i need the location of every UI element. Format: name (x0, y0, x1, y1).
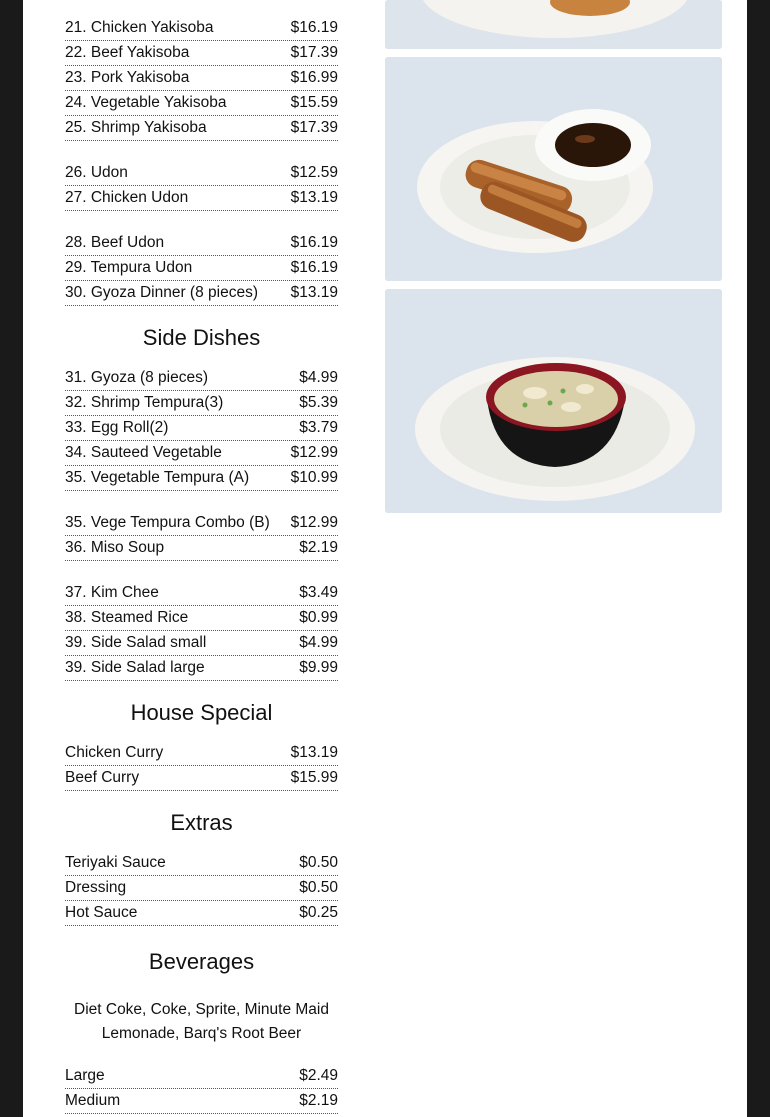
item-name: 36. Miso Soup (65, 539, 165, 556)
item-price: $3.49 (299, 584, 338, 601)
item-price: $13.19 (290, 284, 338, 301)
item-name: 22. Beef Yakisoba (65, 44, 190, 61)
item-price: $15.59 (290, 94, 338, 111)
item-name: 26. Udon (65, 164, 128, 181)
item-name: Teriyaki Sauce (65, 854, 166, 871)
item-price: $10.99 (290, 469, 338, 486)
menu-item (65, 91, 338, 116)
menu-item (65, 631, 338, 656)
item-name: 27. Chicken Udon (65, 189, 189, 206)
item-price: $0.99 (299, 609, 338, 626)
item-name: Medium (65, 1092, 121, 1109)
item-price: $9.99 (299, 659, 338, 676)
item-name: 32. Shrimp Tempura(3) (65, 394, 224, 411)
item-name: 25. Shrimp Yakisoba (65, 119, 207, 136)
item-name: Hot Sauce (65, 904, 138, 921)
item-name: 35. Vegetable Tempura (A) (65, 469, 250, 486)
side-dishes-section (65, 310, 338, 681)
menu-item (65, 766, 338, 791)
item-name: Large (65, 1067, 105, 1084)
item-name: 34. Sauteed Vegetable (65, 444, 222, 461)
item-price: $12.59 (290, 164, 338, 181)
food-photo-egg-rolls (385, 57, 722, 281)
menu-item (65, 901, 338, 926)
menu-item (65, 1089, 338, 1114)
menu-item (65, 366, 338, 391)
menu-item (65, 256, 338, 281)
item-price: $15.99 (290, 769, 338, 786)
menu-item (65, 186, 338, 211)
menu-item (65, 536, 338, 561)
section-heading: Extras (170, 810, 233, 835)
menu-item (65, 161, 338, 186)
item-name: 30. Gyoza Dinner (8 pieces) (65, 284, 258, 301)
item-name: Beef Curry (65, 769, 140, 786)
item-price: $2.19 (299, 1092, 338, 1109)
item-name: 39. Side Salad large (65, 659, 205, 676)
item-price: $3.79 (299, 419, 338, 436)
item-name: 33. Egg Roll(2) (65, 419, 169, 436)
menu-item (65, 511, 338, 536)
item-name: 35. Vege Tempura Combo (B) (65, 514, 270, 531)
section-heading: House Special (130, 700, 273, 725)
item-price: $4.99 (299, 634, 338, 651)
menu-item (65, 1064, 338, 1089)
menu-column (65, 16, 338, 1114)
item-price: $4.99 (299, 369, 338, 386)
item-name: Dressing (65, 879, 127, 896)
item-name: 39. Side Salad small (65, 634, 207, 651)
item-name: 21. Chicken Yakisoba (65, 19, 214, 36)
food-photo-miso-soup (385, 289, 722, 513)
item-name: 24. Vegetable Yakisoba (65, 94, 227, 111)
item-name: 38. Steamed Rice (65, 609, 189, 626)
menu-item (65, 656, 338, 681)
menu-item (65, 851, 338, 876)
item-price: $2.19 (299, 539, 338, 556)
item-price: $5.39 (299, 394, 338, 411)
menu-item (65, 441, 338, 466)
item-price: $0.50 (299, 879, 338, 896)
item-price: $13.19 (290, 189, 338, 206)
extras-section (65, 795, 338, 926)
item-price: $0.50 (299, 854, 338, 871)
item-name: 23. Pork Yakisoba (65, 69, 190, 86)
menu-item (65, 66, 338, 91)
item-name: 31. Gyoza (8 pieces) (65, 369, 209, 386)
item-price: $17.39 (290, 44, 338, 61)
item-name: 28. Beef Udon (65, 234, 165, 251)
food-photo-plate (385, 0, 722, 49)
beverages-section (65, 934, 338, 1114)
menu-item (65, 581, 338, 606)
item-price: $17.39 (290, 119, 338, 136)
house-special-section (65, 685, 338, 791)
menu-item (65, 416, 338, 441)
menu-item (65, 116, 338, 141)
item-price: $16.19 (290, 259, 338, 276)
item-price: $16.99 (290, 69, 338, 86)
menu-page (23, 0, 747, 1117)
beverage-note: Diet Coke, Coke, Sprite, Minute Maid Lemonade, Barq's Root Beer (74, 1001, 329, 1042)
menu-item (65, 281, 338, 306)
menu-item (65, 876, 338, 901)
section-heading: Side Dishes (142, 325, 261, 350)
menu-item (65, 466, 338, 491)
item-price: $0.25 (299, 904, 338, 921)
menu-item (65, 16, 338, 41)
item-price: $13.19 (290, 744, 338, 761)
item-price: $12.99 (290, 514, 338, 531)
item-price: $16.19 (290, 19, 338, 36)
menu-item (65, 741, 338, 766)
item-price: $16.19 (290, 234, 338, 251)
item-price: $12.99 (290, 444, 338, 461)
menu-item (65, 606, 338, 631)
menu-item (65, 41, 338, 66)
section-heading: Beverages (148, 949, 255, 974)
menu-item (65, 231, 338, 256)
item-name: 37. Kim Chee (65, 584, 159, 601)
item-name: 29. Tempura Udon (65, 259, 193, 276)
item-name: Chicken Curry (65, 744, 164, 761)
menu-item (65, 391, 338, 416)
noodles-section (65, 16, 338, 306)
item-price: $2.49 (299, 1067, 338, 1084)
